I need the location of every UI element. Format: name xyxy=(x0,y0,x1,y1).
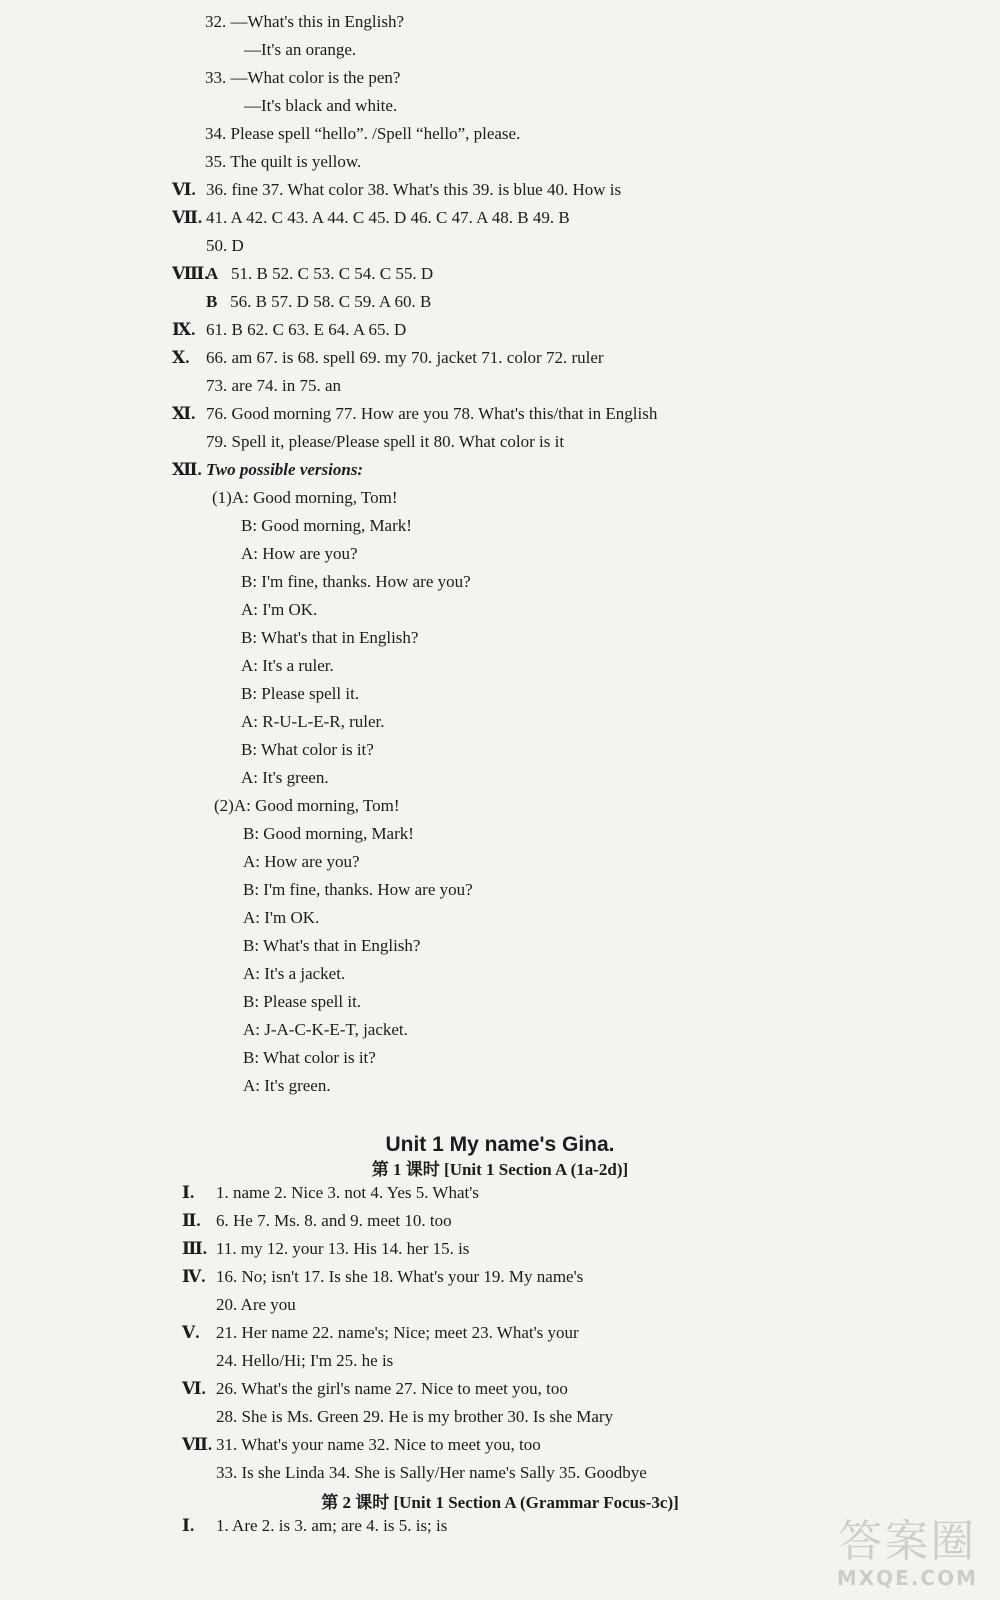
section-numeral: Ⅲ. xyxy=(182,1239,207,1258)
dialogue-line: B: Good morning, Mark! xyxy=(241,516,412,535)
dialogue-line: A: I'm OK. xyxy=(241,600,318,619)
dialogue-line: B: I'm fine, thanks. How are you? xyxy=(241,572,471,591)
subsection-label: A xyxy=(206,264,219,283)
section-numeral: Ⅳ. xyxy=(182,1267,206,1286)
section-numeral: Ⅰ. xyxy=(182,1516,195,1535)
unit-title: Unit 1 My name's Gina. xyxy=(385,1133,615,1156)
section-xii-heading: Ⅻ. Two possible versions: xyxy=(172,460,364,479)
dialogue-line: B: What's that in English? xyxy=(241,628,419,647)
answer-line: 20. Are you xyxy=(216,1295,296,1314)
answer-line: Ⅶ. 31. What's your name 32. Nice to meet you, too xyxy=(182,1435,541,1454)
section-numeral: Ⅰ. xyxy=(182,1183,195,1202)
answer-line: Ⅰ. 1. Are 2. is 3. am; are 4. is 5. is; is xyxy=(182,1516,448,1535)
section-numeral: Ⅵ. xyxy=(172,180,196,199)
dialogue-line: A: J-A-C-K-E-T, jacket. xyxy=(243,1020,408,1039)
dialogue-line: A: I'm OK. xyxy=(243,908,320,927)
dialogue-line: B: What color is it? xyxy=(243,1048,376,1067)
answer-line: 34. Please spell “hello”. /Spell “hello”, please. xyxy=(205,124,521,143)
dialogue-line: B: Please spell it. xyxy=(243,992,362,1011)
dialogue-line: A: It's green. xyxy=(243,1076,331,1095)
dialogue-line: A: R-U-L-E-R, ruler. xyxy=(241,712,385,731)
dialogue-line: (2)A: Good morning, Tom! xyxy=(214,796,400,815)
answer-line: 73. are 74. in 75. an xyxy=(206,376,342,395)
dialogue-line: (1)A: Good morning, Tom! xyxy=(212,488,398,507)
dialogue-line: A: How are you? xyxy=(243,852,360,871)
answer-line: —It's an orange. xyxy=(244,40,357,59)
dialogue-line: A: How are you? xyxy=(241,544,358,563)
answer-line: Ⅹ. 66. am 67. is 68. spell 69. my 70. jacket 71. color 72. ruler xyxy=(172,348,604,367)
dialogue-line: B: What's that in English? xyxy=(243,936,421,955)
answer-line: 35. The quilt is yellow. xyxy=(205,152,362,171)
answer-line: 50. D xyxy=(206,236,244,255)
section-numeral: Ⅸ. xyxy=(172,320,196,339)
dialogue-line: A: It's a ruler. xyxy=(241,656,334,675)
answer-line: Ⅸ. 61. B 62. C 63. E 64. A 65. D xyxy=(172,320,407,339)
section-numeral: Ⅵ. xyxy=(182,1379,206,1398)
dialogue-line: A: It's a jacket. xyxy=(243,964,346,983)
answer-line: 33. —What color is the pen? xyxy=(205,68,401,87)
section-numeral: Ⅶ. xyxy=(182,1435,213,1454)
version-marker: (1) xyxy=(212,488,232,507)
answer-line: 79. Spell it, please/Please spell it 80. What color is it xyxy=(206,432,565,451)
answer-line: Ⅳ. 16. No; isn't 17. Is she 18. What's your 19. My name's xyxy=(182,1267,584,1286)
dialogue-line: B: Good morning, Mark! xyxy=(243,824,414,843)
section-numeral: Ⅺ. xyxy=(172,404,196,423)
section-numeral: Ⅹ. xyxy=(172,348,190,367)
answer-line: Ⅵ. 26. What's the girl's name 27. Nice to meet you, too xyxy=(182,1379,568,1398)
section-numeral: Ⅱ. xyxy=(182,1211,201,1230)
subsection-label: B xyxy=(206,292,218,311)
section-numeral: Ⅷ. xyxy=(172,264,209,283)
answer-line: Ⅴ. 21. Her name 22. name's; Nice; meet 23. What's your xyxy=(182,1323,579,1342)
answer-line: 24. Hello/Hi; I'm 25. he is xyxy=(216,1351,394,1370)
section-numeral: Ⅻ. xyxy=(172,460,202,479)
section-numeral: Ⅶ. xyxy=(172,208,203,227)
answer-line: B 56. B 57. D 58. C 59. A 60. B xyxy=(206,292,432,311)
answer-line: 28. She is Ms. Green 29. He is my brother 30. Is she Mary xyxy=(216,1407,614,1426)
answer-line: Ⅰ. 1. name 2. Nice 3. not 4. Yes 5. What's xyxy=(182,1183,479,1202)
answer-line: Ⅵ. 36. fine 37. What color 38. What's this 39. is blue 40. How is xyxy=(172,180,622,199)
dialogue-line: B: Please spell it. xyxy=(241,684,360,703)
dialogue-line: A: It's green. xyxy=(241,768,329,787)
dialogue-line: B: I'm fine, thanks. How are you? xyxy=(243,880,473,899)
answer-line: Ⅺ. 76. Good morning 77. How are you 78. What's this/that in English xyxy=(172,404,658,423)
answer-line: Ⅱ. 6. He 7. Ms. 8. and 9. meet 10. too xyxy=(182,1211,452,1230)
lesson-title: 第 1 课时 [Unit 1 Section A (1a-2d)] xyxy=(371,1160,629,1179)
answer-line: —It's black and white. xyxy=(244,96,398,115)
answer-line: Ⅲ. 11. my 12. your 13. His 14. her 15. is xyxy=(182,1239,470,1258)
answer-line: 33. Is she Linda 34. She is Sally/Her name's Sally 35. Goodbye xyxy=(216,1463,647,1482)
watermark-logo: 答案圈 MXQE.COM xyxy=(836,1516,978,1590)
answer-line: 32. —What's this in English? xyxy=(205,12,405,31)
section-numeral: Ⅴ. xyxy=(182,1323,200,1342)
answer-line: Ⅶ. 41. A 42. C 43. A 44. C 45. D 46. C 47. A 48. B 49. B xyxy=(172,208,570,227)
dialogue-line: B: What color is it? xyxy=(241,740,374,759)
version-marker: (2) xyxy=(214,796,234,815)
lesson-title: 第 2 课时 [Unit 1 Section A (Grammar Focus-3c)] xyxy=(321,1493,679,1512)
answer-line: Ⅷ.A 51. B 52. C 53. C 54. C 55. D xyxy=(172,264,434,283)
